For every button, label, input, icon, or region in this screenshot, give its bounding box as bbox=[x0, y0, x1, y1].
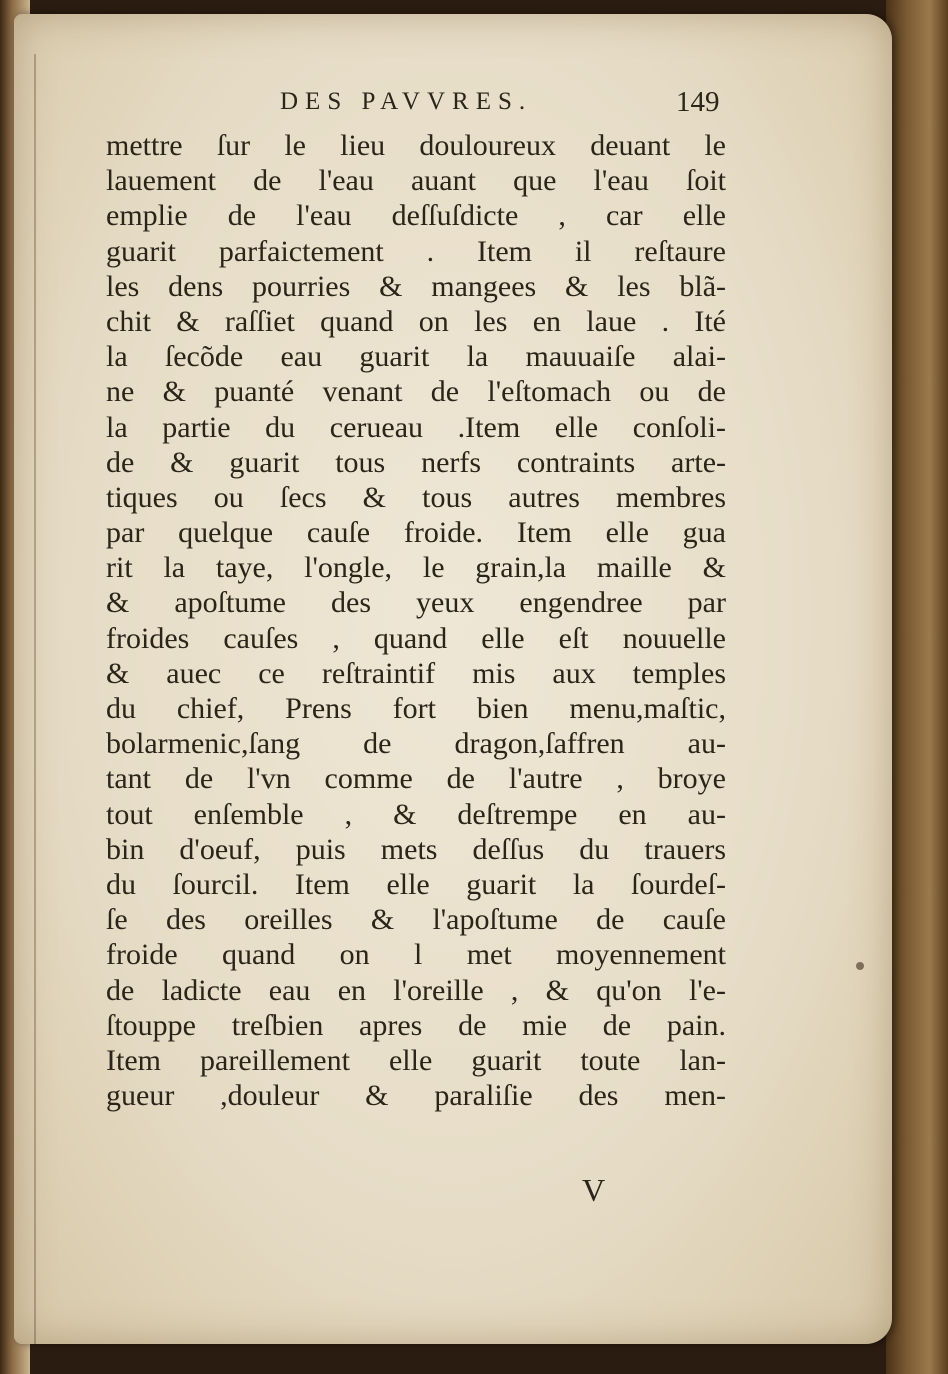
text-line: de ladicte eau en l'oreille , & qu'on l'e- bbox=[106, 973, 726, 1007]
text-line: & apoſtume des yeux engendree par bbox=[106, 586, 726, 620]
text-line: chit & raſſiet quand on les en laue . Ité bbox=[106, 304, 726, 338]
text-line: & auec ce reſtraintif mis aux temples bbox=[106, 656, 726, 690]
page-number: 149 bbox=[676, 86, 720, 118]
book-binding-right bbox=[886, 0, 948, 1374]
text-line: mettre ſur le lieu douloureux deuant le bbox=[106, 129, 726, 162]
signature-mark: V bbox=[582, 1172, 606, 1208]
text-line: guarit parfaictement . Item il reſtaure bbox=[106, 234, 726, 268]
text-line: tout enſemble , & deſtrempe en au- bbox=[106, 797, 726, 831]
text-line: du ſourcil. Item elle guarit la ſourdeſ- bbox=[106, 867, 726, 901]
text-line: les dens pourries & mangees & les blã- bbox=[106, 269, 726, 303]
text-line: Item pareillement elle guarit toute lan- bbox=[106, 1043, 726, 1077]
text-line: ſe des oreilles & l'apoſtume de cauſe bbox=[106, 903, 726, 937]
text-line: tant de l'vn comme de l'autre , broye bbox=[106, 762, 726, 796]
page-gutter-shadow bbox=[34, 54, 36, 1344]
text-line: bolarmenic,ſang de dragon,ſaffren au- bbox=[106, 727, 726, 761]
text-line: par quelque cauſe froide. Item elle gua bbox=[106, 516, 726, 550]
body-text bbox=[106, 128, 726, 1113]
running-head: DES PAVVRES. bbox=[280, 88, 533, 115]
text-line: la ſecõde eau guarit la mauuaiſe alai- bbox=[106, 340, 726, 374]
text-line: gueur ,douleur & paraliſie des men- bbox=[106, 1079, 726, 1113]
text-line: lauement de l'eau auant que l'eau ſoit bbox=[106, 164, 726, 198]
text-line: du chief, Prens fort bien menu,maſtic, bbox=[106, 692, 726, 725]
paper-spot bbox=[856, 962, 864, 970]
text-line: rit la taye, l'ongle, le grain,la maille & bbox=[106, 551, 726, 585]
text-line: bin d'oeuf, puis mets deſſus du trauers bbox=[106, 832, 726, 866]
text-line: emplie de l'eau deſſuſdicte , car elle bbox=[106, 199, 726, 233]
text-line: la partie du cerueau .Item elle conſoli- bbox=[106, 410, 726, 444]
text-line: ne & puanté venant de l'eſtomach ou de bbox=[106, 375, 726, 409]
text-line: froides cauſes , quand elle eſt nouuelle bbox=[106, 621, 726, 655]
text-line: froide quand on l met moyennement bbox=[106, 938, 726, 972]
text-line: de & guarit tous nerfs contraints arte- bbox=[106, 445, 726, 479]
text-line: ſtouppe treſbien apres de mie de pain. bbox=[106, 1008, 726, 1042]
text-line: tiques ou ſecs & tous autres membres bbox=[106, 480, 726, 514]
